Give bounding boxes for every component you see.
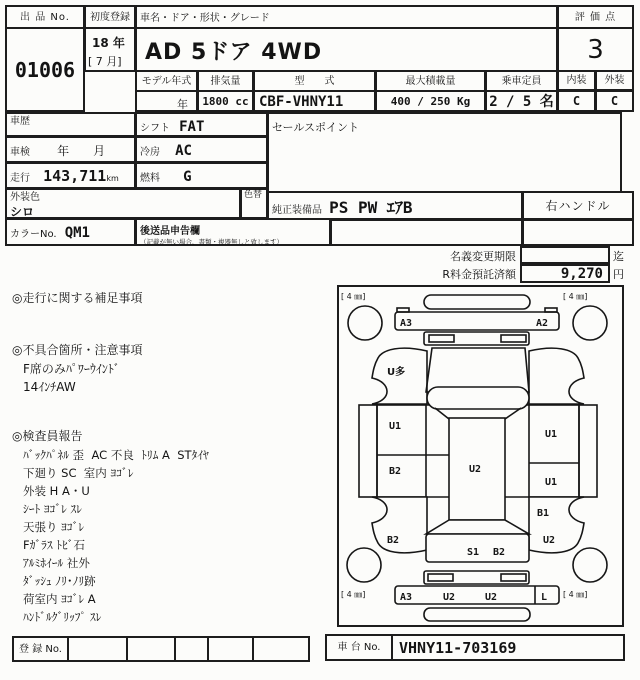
transfer-deadline-suffix: 迄 [613, 250, 624, 263]
fuel-value: G [183, 169, 192, 185]
inspector-item: ﾀﾞｯｼｭ ﾉﾘ･ﾉﾘ跡 [23, 574, 96, 588]
score-value: 3 [557, 27, 634, 72]
exterior-color-label: 外装色 [10, 192, 40, 203]
damage-rear-panel-left: S1 [467, 547, 480, 558]
driving-notes-header: ◎走行に関する補足事項 [12, 291, 143, 305]
shift-label: シフト [140, 123, 170, 134]
sill-left [359, 405, 377, 497]
vehicle-name-label: 車名・ドア・形状・グレード [135, 5, 558, 29]
blank-cell-right [522, 219, 634, 246]
windshield [427, 387, 529, 409]
damage-door-left-rear: B2 [389, 466, 402, 477]
chassis-number-value: VHNY11-703169 [391, 634, 625, 661]
mileage-value: 143,711 [43, 167, 107, 185]
damage-rear-bar-1: A3 [400, 592, 413, 603]
later-items-label: 後送品申告欄 [140, 226, 200, 237]
damage-diagram [337, 285, 624, 627]
color-number-value: QM1 [64, 225, 90, 241]
mileage-unit: km [106, 174, 119, 183]
tire-front-right [573, 306, 607, 340]
registration-number-label: 登 録 No. [12, 636, 69, 662]
recycle-deposit-unit: 円 [613, 268, 624, 281]
rear-bumper-bottom [424, 608, 530, 621]
tread-label-rear-right: [ 4 ㎜] [563, 590, 588, 599]
rear-light-right [501, 574, 526, 581]
front-bumper-bar [395, 312, 559, 330]
damage-door-left-front: U1 [389, 421, 402, 432]
aircon-label: 冷房 [140, 147, 160, 158]
lot-number-label: 出 品 No. [5, 5, 85, 29]
inspection-value: 年 月 [57, 144, 106, 158]
lot-number-value: 01006 [5, 27, 85, 112]
max-load-label: 最大積載量 [375, 70, 486, 92]
inspector-item: ｱﾙﾐﾎｲｰﾙ 社外 [23, 556, 90, 570]
tire-front-left [348, 306, 382, 340]
recycle-deposit-label: R料金預託済額 [442, 268, 516, 281]
mileage-label: 走行 [10, 173, 30, 184]
vehicle-name-value: AD 5ドア 4WD [145, 40, 323, 65]
score-label: 評 価 点 [557, 5, 634, 29]
recycle-deposit-value: 9,270 [520, 264, 610, 283]
tire-rear-right [573, 548, 607, 582]
blank-cell-mid [330, 219, 523, 246]
inspector-item: ｼｰﾄ ﾖｺﾞﾚ ｽﾚ [23, 502, 83, 516]
inspector-item: ﾊﾝﾄﾞﾙｸﾞﾘｯﾌﾟ ｽﾚ [23, 610, 102, 624]
aircon-value: AC [175, 143, 192, 159]
model-year-label: モデル年式 [135, 70, 198, 92]
exterior-grade-value: C [595, 90, 634, 112]
model-year-value: 年 [177, 98, 188, 111]
panel-left [377, 405, 426, 497]
damage-rear-panel-right: B2 [493, 547, 506, 558]
capacity-label: 乗車定員 [485, 70, 558, 92]
damage-diagram-svg [339, 287, 622, 625]
sill-right [579, 405, 597, 497]
damage-roof: U2 [469, 464, 482, 475]
steering-side-label: 右ハンドル [522, 191, 634, 220]
displacement-value: 1800 cc [197, 90, 254, 112]
model-code-label: 型 式 [253, 70, 376, 92]
sales-point-label: セールスポイント [272, 121, 360, 134]
damage-rear-bar-2: U2 [443, 592, 456, 603]
registration-cell-1 [67, 636, 128, 662]
first-registration-year: 18 年 [92, 36, 125, 50]
defect-notes-header: ◎不具合箇所・注意事項 [12, 343, 143, 357]
tread-label-rear-left: [ 4 ㎜] [341, 590, 366, 599]
damage-front-bar-left: A3 [400, 318, 413, 329]
inspector-item: 下廻り SC 室内 ﾖｺﾞﾚ [23, 466, 134, 480]
inspector-report-header: ◎検査員報告 [12, 429, 83, 443]
transfer-deadline-box [520, 246, 610, 264]
first-registration-label: 初度登録 [84, 5, 136, 29]
damage-rear-bar-3: U2 [485, 592, 498, 603]
model-code-value: CBF-VHNY11 [253, 90, 376, 112]
defect-item: 14ｲﾝﾁAW [23, 380, 76, 394]
registration-cell-5 [252, 636, 310, 662]
max-load-value: 400 / 250 Kg [375, 90, 486, 112]
equipment-value: PS PW ｴｱB [329, 198, 413, 217]
color-number-label: カラーNo. [10, 229, 57, 240]
damage-quarter-right-lower: U2 [543, 535, 556, 546]
inspector-item: ﾊﾞｯｸﾊﾟﾈﾙ 歪 AC 不良 ﾄﾘﾑ A STﾀｲﾔ [23, 448, 209, 462]
exterior-color-value: シロ [10, 205, 35, 219]
fender-front-right [529, 348, 584, 404]
shift-value: FAT [179, 119, 205, 135]
tread-label-front-right: [ 4 ㎜] [563, 292, 588, 301]
displacement-label: 排気量 [197, 70, 254, 92]
interior-grade-label: 内装 [557, 70, 596, 91]
later-items-note: （記載が無い場合、書類・複器無しと致します） [140, 238, 283, 246]
damage-rear-bar-4: L [541, 592, 548, 603]
damage-front-fender-left: U多 [387, 367, 406, 378]
history-label: 車歴 [5, 112, 136, 137]
hood [426, 348, 529, 392]
registration-cell-3 [174, 636, 209, 662]
inspection-label: 車検 [10, 147, 30, 158]
fender-rear-right [529, 497, 584, 553]
damage-door-right-front: U1 [545, 429, 558, 440]
rear-light-left [428, 574, 453, 581]
chassis-number-label: 車 台 No. [325, 634, 393, 661]
tread-label-front-left: [ 4 ㎜] [341, 292, 366, 301]
inspector-item: Fｶﾞﾗｽ ﾄﾋﾞ石 [23, 538, 86, 552]
fender-rear-left [372, 497, 427, 553]
first-registration-month: [ 7 月] [88, 55, 122, 68]
equipment-label: 純正装備品 [272, 205, 322, 216]
rear-gate [426, 520, 529, 534]
exterior-grade-label: 外装 [595, 70, 634, 91]
front-light-right [501, 335, 526, 342]
damage-quarter-right-upper: B1 [537, 508, 550, 519]
fuel-label: 燃料 [140, 173, 160, 184]
front-bumper-top [424, 295, 530, 309]
transfer-deadline-label: 名義変更期限 [450, 250, 516, 263]
recolor-label: 色替 [240, 188, 268, 219]
inspector-item: 荷室内 ﾖｺﾞﾚ A [23, 592, 96, 606]
tire-rear-left [347, 548, 381, 582]
rear-light-strip [424, 571, 529, 584]
front-light-strip [424, 332, 529, 345]
interior-grade-value: C [557, 90, 596, 112]
inspector-item: 天張り ﾖｺﾞﾚ [23, 520, 85, 534]
capacity-value: 2 / 5 名 [485, 90, 558, 112]
damage-front-bar-right: A2 [536, 318, 549, 329]
registration-cell-4 [207, 636, 254, 662]
defect-item: F席のみﾊﾟﾜｰｳｲﾝﾄﾞ [23, 362, 120, 376]
inspector-item: 外装 H A・U [23, 484, 90, 498]
registration-cell-2 [126, 636, 176, 662]
damage-door-right-rear: U1 [545, 477, 558, 488]
damage-quarter-left: B2 [387, 535, 400, 546]
front-light-left [429, 335, 454, 342]
